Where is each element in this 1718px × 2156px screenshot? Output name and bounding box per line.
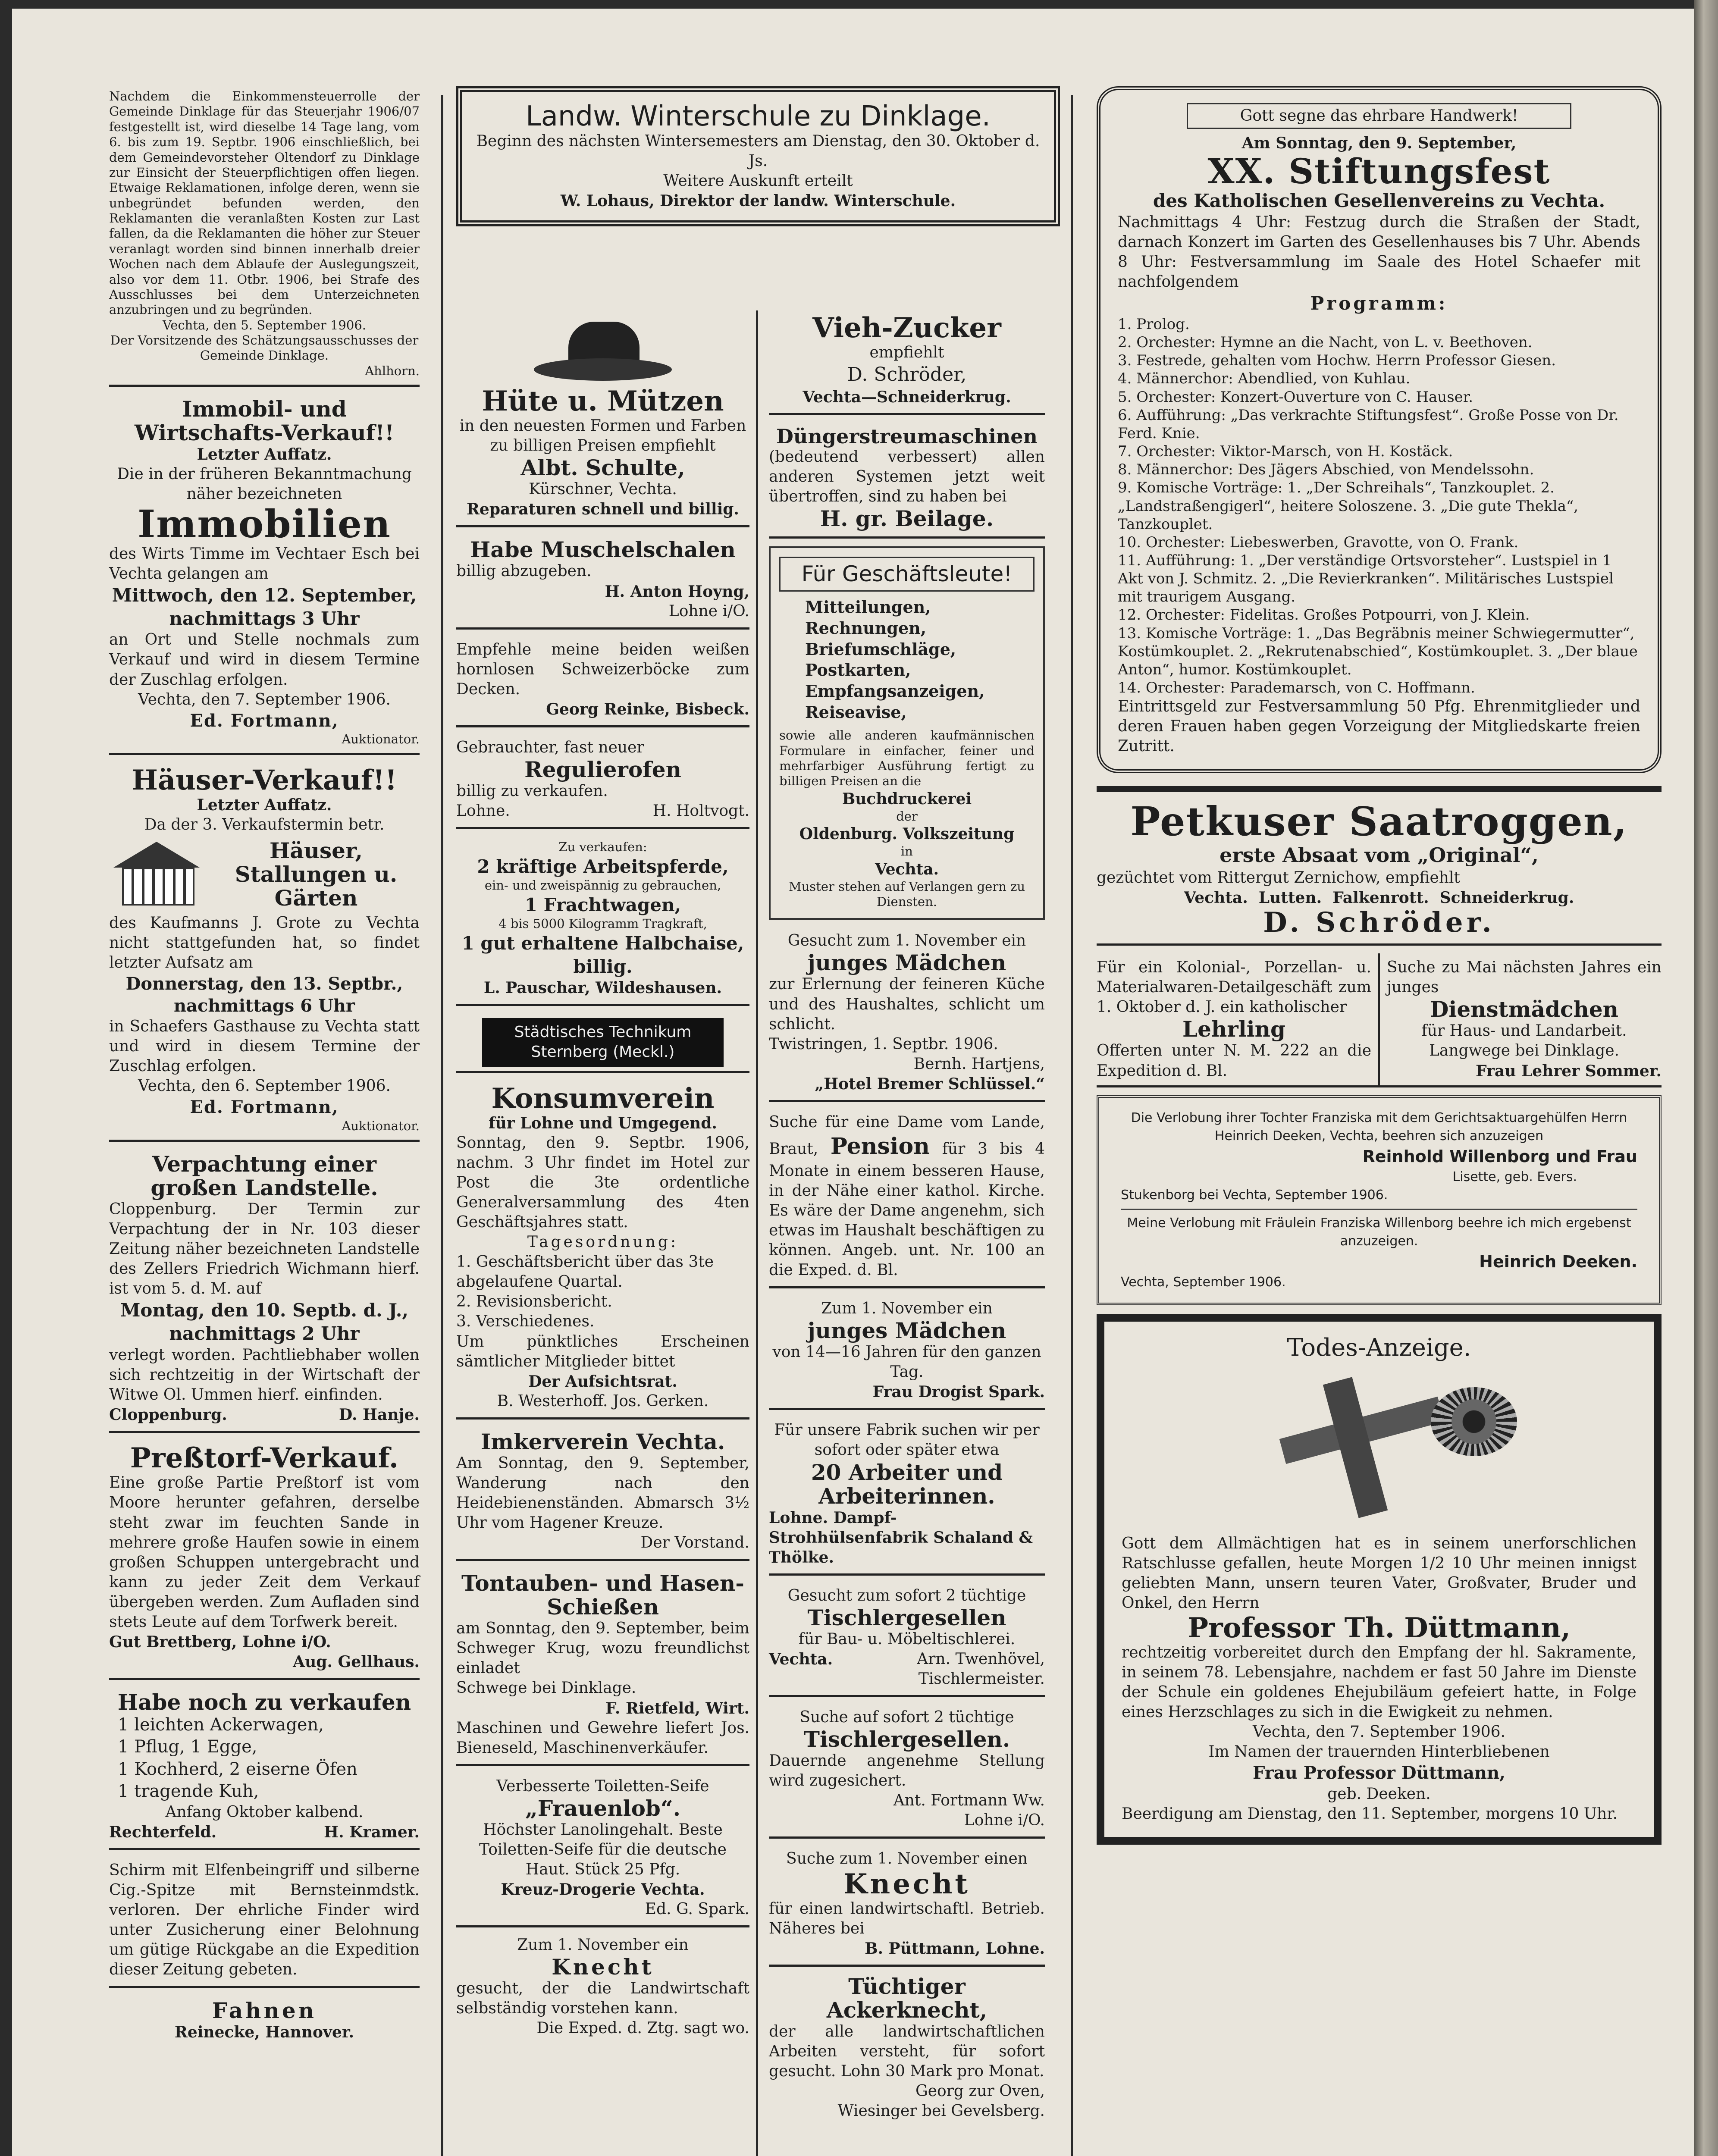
knecht2-sig: B. Püttmann, Lohne.: [865, 1939, 1045, 1958]
geschaeftsleute-item: Reiseavise,: [805, 702, 907, 722]
program-list: [1118, 315, 1640, 697]
ziegen-sig: Georg Reinke, Bisbeck.: [546, 700, 749, 718]
haeuser-ad: [109, 763, 420, 1142]
program-item: 11. Aufführung: 1. „Der verständige Ortsvorsteher“. Lustspiel in 1 Akt von J. Schmitz. 2. „Die Revierkranken“. Militärisches Lustspiel mit traurigem Ausgang.: [1118, 552, 1614, 606]
immobilien-title: Immobil- und Wirtschafts-Verkauf!!: [134, 396, 395, 446]
hut-p1: in den neuesten Formen und Farben zu billigen Preisen empfiehlt: [459, 417, 746, 455]
pferde-l1: 2 kräftige Arbeitspferde,: [477, 856, 729, 877]
program-item: 1. Prolog.: [1118, 315, 1190, 333]
program-item: 3. Festrede, gehalten vom Hochw. Herrn Professor Giesen.: [1118, 352, 1556, 370]
knecht1-p1: Zum 1. November ein: [517, 1936, 689, 1954]
arbeiter-ad: [769, 1418, 1045, 1575]
stiftungsfest-prog: Programm:: [1310, 293, 1448, 314]
tax-notice-text: Nachdem die Einkommensteuerrolle der Gemeinde Dinklage für das Steuerjahr 1906/07 festgestellt ist, wird dieselbe 14 Tage lang, vom 6. bis zum 19. Septbr. 1906 einschließlich, bei dem Gemeindevorsteher Oltendorf zu Dinklage zur Einsicht der Steuerpflichtigen offen liegen. Etwaige Reklamationen, infolge deren, wenn sie unbegründet befunden werden, den Reklamanten die veranlaßten Kosten zur Last fallen, da die Reklamanten die höher zur Steuer veranlagt worden sind binnen innerhalb dreier Wochen nach dem Ablaufe der Auslegungszeit, also vor dem 11. Otbr. 1906, bei Strafe des Ausschlusses bei dem Unterzeichneten anzubringen und zu begründen.: [109, 89, 420, 317]
geschaeftsleute-title: Für Geschäftsleute!: [779, 557, 1035, 592]
geschaeftsleute-sig4: in: [901, 844, 913, 859]
lehrling-ad: [1097, 953, 1380, 1085]
haeuser-date: Donnerstag, den 13. Septbr., nachmittags 6 Uhr: [125, 973, 403, 1016]
tischler2-sig2: Lohne i/O.: [964, 1811, 1045, 1830]
presstorf-p1: Eine große Partie Preßtorf ist vom Moore herunter gefahren, derselbe steht zwar im feuchten Sande in mehrere große Haufen sowie in einem großen Schuppen untergebracht und kann zu jeder Zeit dem Verkauf übergeben werden. Zum Aufladen sind stets Leute auf dem Torfwerk bereit.: [109, 1474, 420, 1631]
konsum-sig1: Der Aufsichtsrat.: [528, 1372, 677, 1391]
maedchen-ad-2: [769, 1296, 1045, 1410]
haeuser-p1: Da der 3. Verkaufstermin betr.: [144, 816, 385, 834]
verkauf-p1: Anfang Oktober kalbend.: [165, 1803, 364, 1821]
verpachtung-place: Cloppenburg.: [109, 1406, 227, 1424]
duenger-ad: [769, 423, 1045, 539]
saatroggen-sig: D. Schröder.: [1263, 906, 1495, 939]
tischler1-place: Vechta.: [769, 1650, 833, 1668]
verlobung-p1: Die Verlobung ihrer Tochter Franziska mit dem Gerichtsaktuargehülfen Herrn Heinrich Deeken, Vechta, beehren sich anzuzeigen: [1131, 1110, 1627, 1144]
program-item: 9. Komische Vorträge: 1. „Der Schreihals“, Tanzkouplet. 2. „Landstraßengigerl“, heitere Soloszene. 3. „Die gute Thekla“, Tanzkouplet.: [1118, 479, 1579, 533]
immobilien-role: Auktionator.: [342, 731, 420, 746]
haeuser-title: Häuser-Verkauf!!: [132, 764, 397, 797]
program-item: 14. Orchester: Parademarsch, von C. Hoffmann.: [1118, 679, 1475, 697]
schiessen-sig: F. Rietfeld, Wirt.: [605, 1699, 749, 1717]
immobilien-p2: des Wirts Timme im Vechtaer Esch bei Vechta gelangen am: [109, 545, 420, 583]
dienstmaedchen-p2: für Haus- und Landarbeit.: [1421, 1022, 1627, 1040]
maedchen1-sig1: Bernh. Hartjens,: [913, 1055, 1045, 1073]
program-item: 5. Orchester: Konzert-Ouverture von C. Hauser.: [1118, 388, 1473, 406]
konsum-sig2: B. Westerhoff. Jos. Gerken.: [497, 1392, 709, 1410]
haeuser-place: Vechta, den 6. September 1906.: [138, 1077, 391, 1095]
todesanzeige-name: Professor Th. Düttmann,: [1188, 1611, 1571, 1644]
presstorf-ad: [109, 1441, 420, 1680]
muschel-p1: billig abzugeben.: [456, 562, 592, 580]
tischler2-sig1: Ant. Fortmann Ww.: [893, 1792, 1045, 1810]
column-4: [1097, 86, 1662, 2156]
stiftungsfest-ad: [1097, 86, 1662, 773]
immobilien-p3: an Ort und Stelle nochmals zum Verkauf und wird in diesem Termine der Zuschlag erfolgen.: [109, 631, 420, 689]
technikum-ad: [456, 1014, 749, 1073]
ackerknecht-sig2: Wiesinger bei Gevelsberg.: [837, 2102, 1045, 2120]
verlobung-sig2: Lisette, geb. Evers.: [1452, 1169, 1577, 1185]
pferde-head: Zu verkaufen:: [558, 840, 647, 855]
verkauf-place: Rechterfeld.: [109, 1823, 217, 1841]
verlobung-divider: [1121, 1209, 1637, 1210]
verkauf-sig: H. Kramer.: [324, 1823, 420, 1841]
geschaeftsleute-item: Mitteilungen,: [805, 597, 931, 617]
stellen-row: [1097, 953, 1662, 1087]
tax-notice-name: Ahlhorn.: [365, 363, 420, 378]
viehzucker-p1: empfiehlt: [869, 344, 944, 362]
lehrling-p1: Für ein Kolonial-, Porzellan- u. Materialwaren-Detailgeschäft zum 1. Oktober d. J. ein katholischer: [1097, 959, 1371, 1016]
seife-p2: Höchster Lanolingehalt. Beste Toiletten-Seife für die deutsche Haut. Stück 25 Pfg.: [479, 1821, 727, 1879]
schiessen-ad: [456, 1569, 749, 1766]
verkauf-item: 1 leichten Ackerwagen,: [118, 1715, 324, 1735]
knecht1-title: Knecht: [552, 1954, 654, 1980]
arbeiter-title: 20 Arbeiter und Arbeiterinnen.: [811, 1459, 1003, 1509]
winterschule-ad: [456, 86, 1060, 226]
knecht2-p2: für einen landwirtschaftl. Betrieb. Näheres bei: [769, 1899, 1045, 1937]
verpachtung-p1: Cloppenburg. Der Termin zur Verpachtung der in Nr. 103 dieser Zeitung näher bezeichneten Landstelle des Zellers Friedrich Wichmann hierf. ist vom 5. d. M. auf: [109, 1200, 420, 1298]
haeuser-p2: des Kaufmanns J. Grote zu Vechta nicht stattgefunden hat, so findet letzter Aufsatz am: [109, 914, 420, 971]
todesanzeige-p2: rechtzeitig vorbereitet durch den Empfang der hl. Sakramente, in seinem 78. Lebensjahre, nachdem er fast 50 Jahre im Dienste der Schule ein goldenes Ehejubiläum gefeiert hatte, in Folge eines Herzschlages zu sich in die Ewigkeit zu nehmen.: [1122, 1644, 1636, 1721]
schirm-text: Schirm mit Elfenbeingriff und silberne Cig.-Spitze mit Bernsteinmdstk. verloren. Der ehrliche Finder wird unter Zusicherung einer Belohnung um gütige Rückgabe an die Expedition dieser Zeitung gebeten.: [109, 1861, 420, 1979]
viehzucker-sig: D. Schröder,: [847, 364, 967, 386]
tischler1-title: Tischlergesellen: [807, 1604, 1006, 1630]
program-item: 6. Aufführung: „Das verkrachte Stiftungsfest“. Große Posse von Dr. Ferd. Knie.: [1118, 406, 1619, 442]
maedchen2-title: junges Mädchen: [807, 1318, 1006, 1344]
imker-sig: Der Vorstand.: [640, 1534, 749, 1552]
seife-title: „Frauenlob“.: [525, 1795, 681, 1821]
stiftungsfest-title: XX. Stiftungsfest: [1207, 151, 1551, 192]
regulierofen-ad: [456, 735, 749, 829]
verlobung-p2: Meine Verlobung mit Fräulein Franziska Willenborg beehre ich mich ergebenst anzuzeigen.: [1127, 1215, 1631, 1249]
regulierofen-place: Lohne.: [456, 802, 510, 820]
program-item: 2. Orchester: Hymne an die Nacht, von L. v. Beethoven.: [1118, 334, 1533, 351]
verpachtung-ad: [109, 1150, 420, 1433]
newspaper-page: [12, 9, 1694, 2156]
pferde-l4: 4 bis 5000 Kilogramm Tragkraft,: [498, 916, 707, 931]
verlobung-place1: Stukenborg bei Vechta, September 1906.: [1121, 1187, 1388, 1203]
hat-illustration: [534, 317, 672, 382]
tischler1-sig2: Tischlermeister.: [918, 1670, 1045, 1688]
schirm-ad: [109, 1858, 420, 1988]
column-2: [456, 310, 749, 2156]
muschel-sig: H. Anton Hoyng,: [605, 582, 749, 601]
column-rule: [441, 95, 443, 2156]
presstorf-sig1: Gut Brettberg, Lohne i/O.: [109, 1633, 331, 1651]
verpachtung-p2: verlegt worden. Pachtliebhaber wollen sich rechtzeitig in der Wirtschaft der Witwe Ol. Ummen hierf. einfinden.: [109, 1346, 420, 1404]
maedchen2-p1: Zum 1. November ein: [821, 1300, 993, 1318]
todesanzeige-sig2: geb. Deeken.: [1327, 1785, 1431, 1803]
seife-p1: Verbesserte Toiletten-Seife: [496, 1777, 709, 1795]
pferde-ad: [456, 837, 749, 1006]
program-item: 12. Orchester: Fidelitas. Großes Potpourri, von J. Klein.: [1118, 606, 1530, 624]
saatroggen-p2: gezüchtet vom Rittergut Zernichow, empfiehlt: [1097, 868, 1460, 887]
ziegen-ad: [456, 637, 749, 727]
todesanzeige-p3: Im Namen der trauernden Hinterbliebenen: [1208, 1743, 1550, 1761]
arbeiter-sig: Lohne. Dampf-Strohhülsenfabrik Schaland & Thölke.: [769, 1508, 1033, 1567]
tischler2-p2: Dauernde angenehme Stellung wird zugesichert.: [769, 1752, 1045, 1790]
seife-sig1: Kreuz-Drogerie Vechta.: [501, 1880, 705, 1899]
konsum-p2: Um pünktliches Erscheinen sämtlicher Mitglieder bittet: [456, 1332, 749, 1370]
geschaeftsleute-sig3: Oldenburg. Volkszeitung: [799, 825, 1015, 843]
saatroggen-ad: [1097, 786, 1662, 946]
konsum-item: 3. Verschiedenes.: [456, 1313, 595, 1331]
stiftungsfest-sub: des Katholischen Gesellenvereins zu Vechta.: [1153, 190, 1605, 212]
verpachtung-sign-row: [109, 1405, 420, 1425]
knecht1-sig: Die Exped. d. Ztg. sagt wo.: [536, 2019, 749, 2037]
ziegen-p1: Empfehle meine beiden weißen hornlosen Schweizerböcke zum Decken.: [456, 640, 749, 698]
dienstmaedchen-title: Dienstmädchen: [1430, 997, 1618, 1022]
lehrling-p2: Offerten unter N. M. 222 an die Expedition d. Bl.: [1097, 1042, 1371, 1080]
todesanzeige-p4: Beerdigung am Dienstag, den 11. September, morgens 10 Uhr.: [1122, 1805, 1618, 1823]
dienstmaedchen-p1: Suche zu Mai nächsten Jahres ein junges: [1387, 959, 1662, 997]
imker-ad: [456, 1427, 749, 1561]
geschaeftsleute-item: Briefumschläge,: [805, 639, 956, 659]
dienstmaedchen-place: Langwege bei Dinklage.: [1429, 1042, 1619, 1060]
geschaeftsleute-sig1: Buchdruckerei: [842, 790, 972, 808]
maedchen1-place: Twistringen, 1. Septbr. 1906.: [769, 1035, 998, 1053]
maedchen1-sig2: „Hotel Bremer Schlüssel.“: [815, 1075, 1045, 1093]
geschaeftsleute-ad: [769, 546, 1045, 920]
konsum-ad: [456, 1081, 749, 1420]
knecht1-p2: gesucht, der die Landwirtschaft selbständig vorstehen kann.: [456, 1980, 749, 2018]
program-item: 7. Orchester: Viktor-Marsch, von H. Kostäck.: [1118, 443, 1453, 461]
verpachtung-sig: D. Hanje.: [339, 1406, 420, 1424]
haeuser-p3: in Schaefers Gasthause zu Vechta statt und wird in diesem Termine der Zuschlag erfolgen.: [109, 1018, 420, 1075]
presstorf-title: Preßtorf-Verkauf.: [130, 1442, 399, 1475]
imker-title: Imkerverein Vechta.: [480, 1429, 725, 1454]
muschel-title: Habe Muschelschalen: [470, 537, 736, 563]
fahnen-title: Fahnen: [212, 1997, 317, 2023]
ackerknecht-p1: der alle landwirtschaftlichen Arbeiten versteht, für sofort gesucht. Lohn 30 Mark pro Monat.: [769, 2022, 1045, 2081]
schiessen-title: Tontauben- und Hasen-Schießen: [461, 1570, 745, 1620]
verkauf-sign-row: [109, 1822, 420, 1842]
haeuser-items: Häuser, Stallungen u. Gärten: [235, 837, 398, 911]
lehrling-title: Lehrling: [1182, 1016, 1285, 1042]
maedchen2-p2: von 14—16 Jahren für den ganzen Tag.: [772, 1343, 1041, 1381]
geschaeftsleute-sig5: Vechta.: [875, 860, 939, 878]
verlobung-sig1: Reinhold Willenborg und Frau: [1362, 1147, 1637, 1166]
ackerknecht-sig1: Georg zur Oven,: [915, 2082, 1045, 2100]
tischler1-p1: Gesucht zum sofort 2 tüchtige: [787, 1586, 1026, 1604]
maedchen1-p2: zur Erlernung der feineren Küche und des Haushaltes, schlicht um schlicht.: [769, 975, 1045, 1033]
duenger-sig: H. gr. Beilage.: [820, 506, 994, 532]
winterschule-title: Landw. Winterschule zu Dinklage.: [526, 100, 991, 132]
regulierofen-title: Regulierofen: [524, 757, 681, 783]
haeuser-sub: Letzter Auffatz.: [197, 796, 332, 815]
hut-ad: [456, 310, 749, 527]
konsum-item: 2. Revisionsbericht.: [456, 1293, 612, 1311]
ackerknecht-ad: [769, 1974, 1045, 2121]
konsum-title: Konsumverein: [491, 1082, 715, 1115]
haeuser-sig: Ed. Fortmann,: [190, 1097, 339, 1118]
haeuser-illustration-row: [109, 839, 420, 910]
schiessen-p1: am Sonntag, den 9. September, beim Schweger Krug, wozu freundlichst einladet: [456, 1620, 749, 1677]
maedchen2-sig: Frau Drogist Spark.: [872, 1383, 1045, 1401]
todesanzeige-p1: Gott dem Allmächtigen hat es in seinem unerforschlichen Ratschlusse gefallen, heute Morgen 1/2 10 Uhr meinen innigst geliebten Mann, unsern teuren Vater, Großvater, Bruder und Onkel, den Herrn: [1122, 1534, 1636, 1612]
knecht2-p1: Suche zum 1. November einen: [786, 1850, 1028, 1868]
geschaeftsleute-item: Postkarten,: [805, 660, 911, 680]
geschaeftsleute-item: Rechnungen,: [805, 618, 927, 638]
saatroggen-title: Petkuser Saatroggen,: [1130, 798, 1628, 845]
muschel-ad: [456, 535, 749, 629]
seife-sig2: Ed. G. Spark.: [645, 1900, 749, 1918]
todesanzeige-ad: [1097, 1314, 1662, 1845]
saatroggen-places: Vechta. Lutten. Falkenrott. Schneiderkrug.: [1184, 889, 1574, 907]
stiftungsfest-banner: Gott segne das ehrbare Handwerk!: [1187, 103, 1571, 129]
imker-p1: Am Sonntag, den 9. September, Wanderung nach den Heidebienenständen. Abmarsch 3½ Uhr vom Hagener Kreuze.: [456, 1454, 749, 1532]
program-item: 13. Komische Vorträge: 1. „Das Begräbnis meiner Schwiegermutter“, Kostümkouplet. 2. „Rekrutenabschied“, Kostümkouplet. 3. „Der blaue Anton“, humor. Kostümkouplet.: [1118, 624, 1638, 678]
tischler1-p2: für Bau- u. Möbeltischlerei.: [798, 1630, 1016, 1648]
immobilien-place: Vechta, den 7. September 1906.: [138, 690, 391, 708]
stiftungsfest-p3: Eintrittsgeld zur Festversammlung 50 Pfg. Ehrenmitglieder und deren Frauen haben gegen Vorzeigung der Mitgliedskarte freien Zutritt.: [1118, 698, 1640, 755]
verkauf-ad: [109, 1688, 420, 1850]
winterschule-sig: W. Lohaus, Direktor der landw. Winterschule.: [560, 192, 956, 210]
immobilien-date: Mittwoch, den 12. September, nachmittags 3 Uhr: [112, 584, 417, 629]
column-rule: [1071, 95, 1073, 2156]
maedchen1-p1: Gesucht zum 1. November ein: [787, 932, 1026, 950]
pferde-l5: 1 gut erhaltene Halbchaise, billig.: [461, 932, 744, 977]
hut-p3: Reparaturen schnell und billig.: [467, 500, 739, 519]
verpachtung-date: Montag, den 10. Septb. d. J., nachmittags 2 Uhr: [120, 1300, 409, 1344]
viehzucker-ad: [769, 310, 1045, 415]
tax-notice: [109, 86, 420, 387]
stiftungsfest-p2: Nachmittags 4 Uhr: Festzug durch die Straßen der Stadt, darnach Konzert im Garten des Gesellenhauses bis 7 Uhr. Abends 8 Uhr: Festversammlung im Saale des Hotel Schaefer mit nachfolgendem: [1118, 213, 1640, 291]
dienstmaedchen-ad: [1380, 953, 1662, 1085]
verlobung-place2: Vechta, September 1906.: [1121, 1274, 1286, 1290]
verpachtung-title: Verpachtung einer großen Landstelle.: [150, 1151, 378, 1201]
geschaeftsleute-p2: Muster stehen auf Verlangen gern zu Diensten.: [788, 879, 1025, 909]
verkauf-item: 1 Pflug, 1 Egge,: [118, 1737, 257, 1757]
todesanzeige-sig1: Frau Professor Düttmann,: [1253, 1763, 1505, 1783]
duenger-p1: (bedeutend verbessert) allen anderen Systemen jetzt weit übertroffen, sind zu haben bei: [769, 448, 1045, 506]
tischler2-p1: Suche auf sofort 2 tüchtige: [799, 1708, 1014, 1727]
pension-title: Pension: [830, 1133, 930, 1160]
program-item: 10. Orchester: Liebeswerben, Gravotte, von O. Frank.: [1118, 533, 1519, 551]
konsum-sub: für Lohne und Umgegend.: [489, 1114, 717, 1132]
hut-sig: Albt. Schulte,: [520, 455, 685, 481]
geschaeftsleute-p1: sowie alle anderen kaufmännischen Formulare in einfacher, feiner und mehrfarbiger Ausführung fertigt zu billigen Preisen an die: [779, 728, 1035, 789]
regulierofen-sig: H. Holtvogt.: [652, 802, 749, 820]
hut-p2: Kürschner, Vechta.: [529, 480, 677, 498]
schiessen-place: Schwege bei Dinklage.: [456, 1679, 636, 1697]
program-item: 4. Männerchor: Abendlied, von Kuhlau.: [1118, 370, 1411, 388]
hut-title: Hüte u. Mützen: [482, 385, 724, 417]
column-3: [769, 310, 1045, 2156]
house-illustration: [109, 842, 204, 906]
technikum-title: Städtisches Technikum Sternberg (Meckl.): [482, 1018, 724, 1066]
pferde-l2: ein- und zweispännig zu gebrauchen,: [484, 878, 721, 893]
dienstmaedchen-sig: Frau Lehrer Sommer.: [1476, 1062, 1662, 1080]
knecht-ad-1: [456, 1935, 749, 2038]
arbeiter-p1: Für unsere Fabrik suchen wir per sofort oder später etwa: [774, 1421, 1040, 1459]
fahnen-ad: [109, 1996, 420, 2042]
pferde-l3: 1 Frachtwagen,: [524, 894, 681, 915]
seife-ad: [456, 1774, 749, 1927]
tischler1-sign-row: [769, 1649, 1045, 1669]
immobilien-big: Immobilien: [138, 501, 391, 547]
regulierofen-p2: billig zu verkaufen.: [456, 782, 608, 800]
immobilien-ad: [109, 395, 420, 755]
geschaeftsleute-item: Empfangsanzeigen,: [805, 681, 985, 701]
maedchen-ad-1: [769, 928, 1045, 1102]
tischler-ad-1: [769, 1583, 1045, 1697]
verlobung-sig3: Heinrich Deeken.: [1479, 1252, 1637, 1271]
immobilien-p1: Die in der früheren Bekanntmachung näher bezeichneten: [117, 465, 412, 503]
immobilien-sig: Ed. Fortmann,: [190, 710, 339, 731]
winterschule-p2: Weitere Auskunft erteilt: [663, 172, 853, 190]
column-1: [109, 86, 420, 2156]
tischler-ad-2: [769, 1705, 1045, 1839]
pension-ad: [769, 1110, 1045, 1288]
tax-notice-sign: Der Vorsitzende des Schätzungsausschusses der Gemeinde Dinklage.: [110, 333, 419, 363]
verkauf-item: 1 tragende Kuh,: [118, 1781, 259, 1801]
regulierofen-sign-row: [456, 801, 749, 821]
pferde-sig: L. Pauschar, Wildeshausen.: [483, 979, 722, 997]
saatroggen-p1: erste Absaat vom „Original“,: [1220, 843, 1539, 867]
winterschule-p1: Beginn des nächsten Wintersemesters am Dienstag, den 30. Oktober d. Js.: [476, 132, 1040, 170]
column-rule: [756, 310, 758, 2156]
presstorf-sig2: Aug. Gellhaus.: [293, 1653, 420, 1671]
tischler1-sig1: Arn. Twenhövel,: [917, 1650, 1045, 1668]
tischler2-title: Tischlergesellen.: [803, 1727, 1010, 1752]
maedchen1-title: junges Mädchen: [807, 950, 1006, 976]
verkauf-item: 1 Kochherd, 2 eiserne Öfen: [118, 1759, 357, 1779]
geschaeftsleute-list: [779, 597, 1035, 723]
cross-illustration: [1228, 1370, 1530, 1525]
tax-notice-date: Vechta, den 5. September 1906.: [163, 317, 366, 332]
verkauf-title: Habe noch zu verkaufen: [117, 1689, 411, 1715]
muschel-place: Lohne i/O.: [668, 602, 749, 620]
knecht-ad-2: [769, 1846, 1045, 1966]
konsum-item: 1. Geschäftsbericht über das 3te abgelaufene Quartal.: [456, 1253, 714, 1291]
viehzucker-title: Vieh-Zucker: [812, 312, 1001, 344]
konsum-p1: Sonntag, den 9. Septbr. 1906, nachm. 3 Uhr findet im Hotel zur Post die 3te ordentliche Generalversammlung des 4ten Geschäftsjahres statt.: [456, 1134, 749, 1232]
duenger-title: Düngerstreumaschinen: [776, 424, 1038, 448]
ackerknecht-title: Tüchtiger Ackerknecht,: [826, 1973, 988, 2023]
haeuser-role: Auktionator.: [342, 1118, 420, 1133]
pension-p2: für 3 bis 4 Monate in einem besseren Hause, in der Nähe einer kathol. Kirche. Es wäre der Dame angenehm, sich etwas im Haushalt beschäftigen zu können. Angeb. unt. Nr. 100 an die Exped. d. Bl.: [769, 1140, 1045, 1279]
regulierofen-p1: Gebrauchter, fast neuer: [456, 738, 644, 756]
todesanzeige-place: Vechta, den 7. September 1906.: [1253, 1723, 1505, 1741]
verlobung-ad: [1097, 1095, 1662, 1305]
pension-p1: Suche für eine Dame vom Lande, Braut,: [769, 1113, 1045, 1158]
schiessen-p2: Maschinen und Gewehre liefert Jos. Bieneseld, Maschinenverkäufer.: [456, 1719, 749, 1757]
geschaeftsleute-sig2: der: [896, 808, 918, 824]
program-item: 8. Männerchor: Des Jägers Abschied, von Mendelssohn.: [1118, 461, 1534, 479]
page-edge: [1694, 0, 1718, 2156]
viehzucker-place: Vechta—Schneiderkrug.: [803, 388, 1011, 406]
verkauf-list: [109, 1714, 420, 1802]
konsum-agenda: Tagesordnung:: [527, 1233, 679, 1251]
todesanzeige-title: Todes-Anzeige.: [1287, 1333, 1471, 1362]
immobilien-sub: Letzter Auffatz.: [197, 445, 332, 464]
knecht2-title: Knecht: [843, 1868, 970, 1900]
stiftungsfest-p1: Am Sonntag, den 9. September,: [1241, 134, 1517, 153]
fahnen-sig: Reinecke, Hannover.: [174, 2023, 354, 2041]
